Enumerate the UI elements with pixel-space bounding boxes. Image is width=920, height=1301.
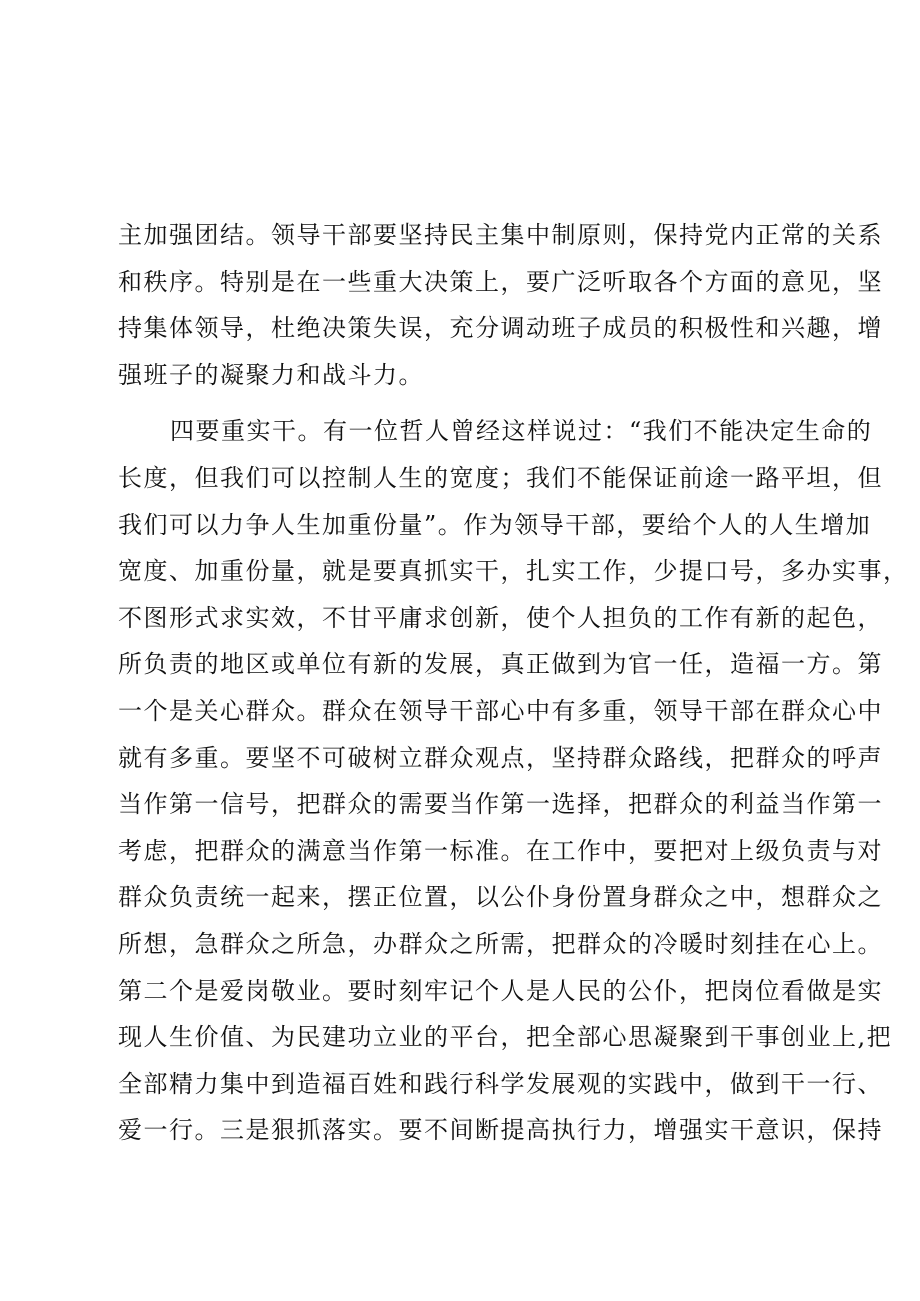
text-line: 就有多重。要坚不可破树立群众观点，坚持群众路线，把群众的呼声 bbox=[118, 743, 883, 772]
paragraph-gap bbox=[118, 398, 818, 408]
text-line: 不图形式求实效，不甘平庸求创新，使个人担负的工作有新的起色， bbox=[118, 603, 883, 632]
text-line: 强班子的凝聚力和战斗力。 bbox=[118, 360, 424, 389]
text-line: 群众负责统一起来，摆正位置，以公仆身份置身群众之中，想群众之 bbox=[118, 883, 883, 912]
text-line: 当作第一信号，把群众的需要当作第一选择，把群众的利益当作第一 bbox=[118, 790, 883, 819]
text-line: 主加强团结。领导干部要坚持民主集中制原则，保持党内正常的关系 bbox=[118, 221, 883, 249]
paragraph-1 bbox=[118, 212, 883, 398]
text-line: 四要重实干。有一位哲人曾经这样说过：“我们不能决定生命的 bbox=[170, 417, 873, 446]
text-line: 全部精力集中到造福百姓和践行科学发展观的实践中，做到干一行、 bbox=[118, 1069, 883, 1098]
text-line: 宽度、加重份量，就是要真抓实干，扎实工作，少提口号，多办实事， bbox=[118, 557, 909, 586]
text-line: 第二个是爱岗敬业。要时刻牢记个人是人民的公仆，把岗位看做是实 bbox=[118, 976, 883, 1005]
paragraph-2 bbox=[118, 408, 909, 1154]
text-line: 爱一行。三是狠抓落实。要不间断提高执行力，增强实干意识，保持 bbox=[118, 1116, 883, 1145]
text-line: 和秩序。特别是在一些重大决策上，要广泛听取各个方面的意见，坚 bbox=[118, 267, 883, 296]
text-line: 一个是关心群众。群众在领导干部心中有多重，领导干部在群众心中 bbox=[118, 696, 883, 725]
text-line: 所负责的地区或单位有新的发展，真正做到为官一任，造福一方。第 bbox=[118, 650, 883, 679]
text-line: 所想，急群众之所急，办群众之所需，把群众的冷暖时刻挂在心上。 bbox=[118, 929, 883, 958]
text-line: 持集体领导，杜绝决策失误，充分调动班子成员的积极性和兴趣，增 bbox=[118, 314, 883, 343]
body-text bbox=[118, 212, 909, 1154]
text-line: 现人生价值、为民建功立业的平台，把全部心思凝聚到干事创业上,把 bbox=[118, 1023, 893, 1052]
text-line: 长度，但我们可以控制人生的宽度；我们不能保证前途一路平坦，但 bbox=[118, 463, 883, 492]
text-line: 考虑，把群众的满意当作第一标准。在工作中，要把对上级负责与对 bbox=[118, 836, 883, 865]
text-line: 我们可以力争人生加重份量”。作为领导干部，要给个人的人生增加 bbox=[118, 510, 872, 539]
